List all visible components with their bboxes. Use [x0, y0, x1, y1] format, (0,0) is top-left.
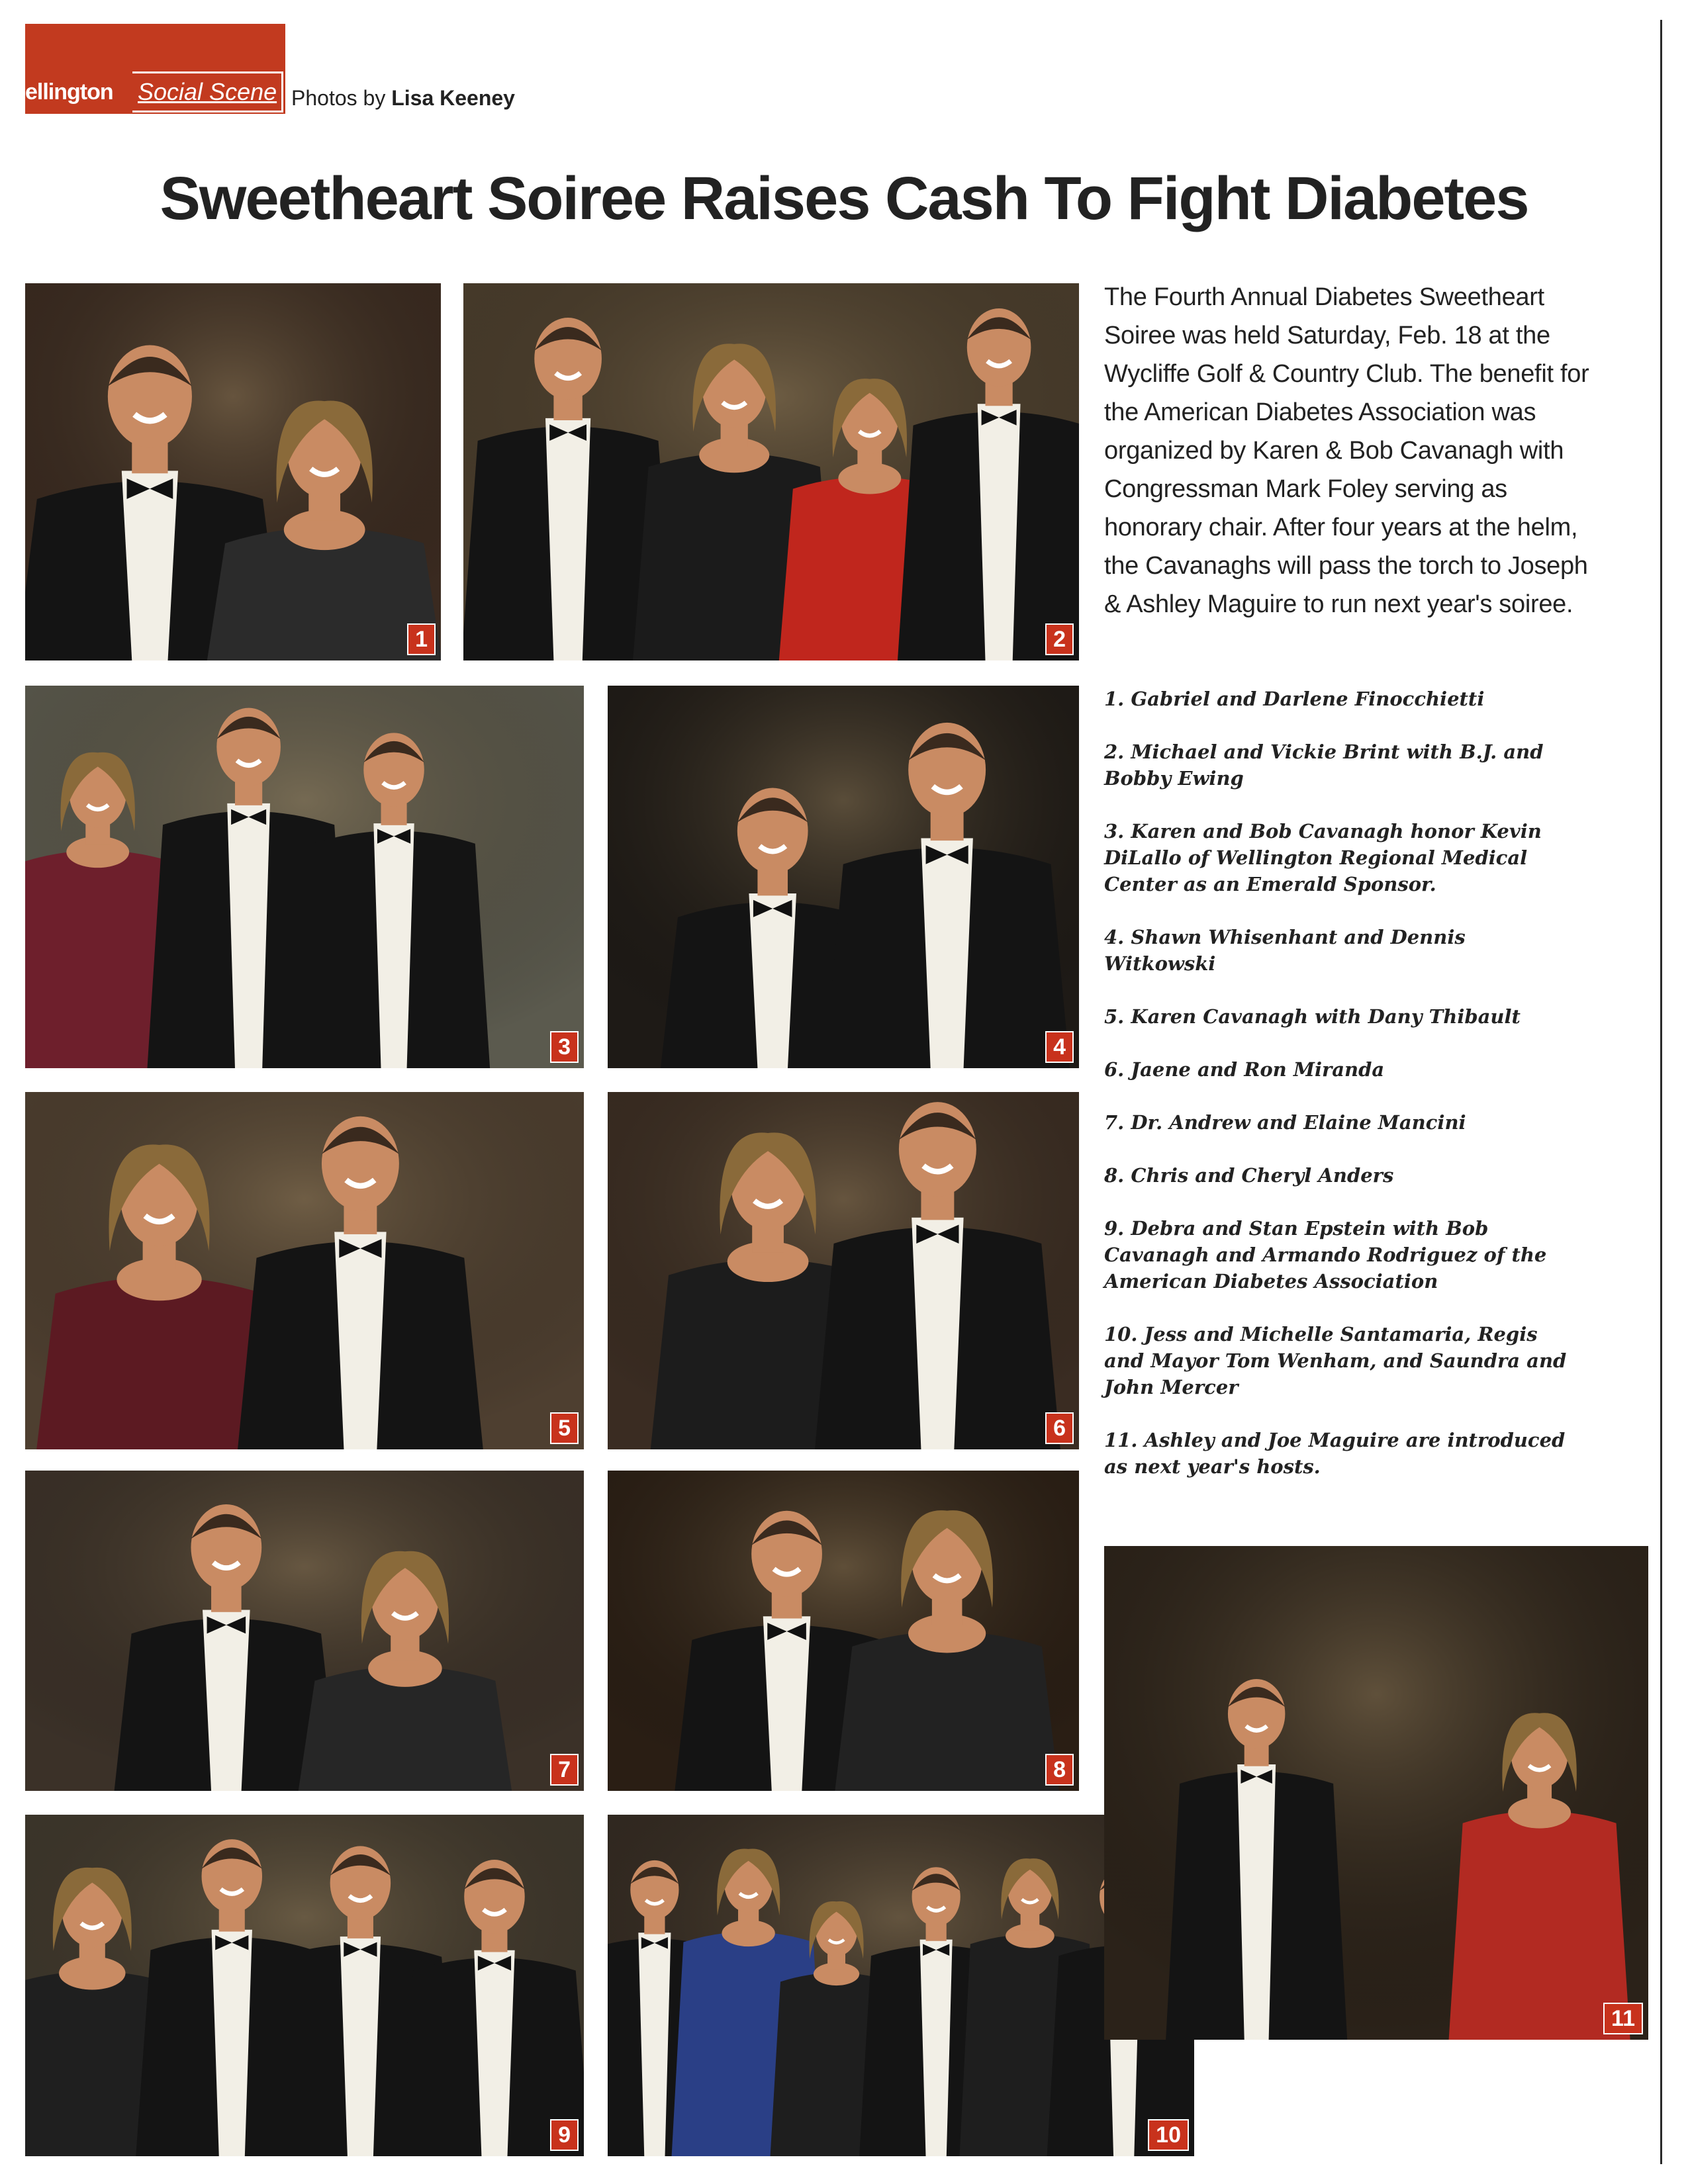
photo-number-7: 7 — [550, 1754, 579, 1786]
photo-7 — [25, 1471, 584, 1791]
photo-number-2: 2 — [1045, 623, 1074, 655]
photo-2 — [463, 283, 1079, 660]
section-label: Social Scene — [138, 78, 277, 105]
photo-11 — [1104, 1546, 1648, 2040]
photo-5 — [25, 1092, 584, 1449]
photo-3 — [25, 686, 584, 1068]
caption-2: 2. Michael and Vickie Brint with B.J. and Bobby Ewing — [1104, 741, 1544, 790]
caption-10: 10. Jess and Michelle Santamaria, Regis and Mayor Tom Wenham, and Saundra and John Mercer — [1104, 1323, 1567, 1398]
article-headline: Sweetheart Soiree Raises Cash To Fight Diabetes — [160, 165, 1528, 232]
credit-prefix: Photos by — [291, 86, 386, 110]
photo-number-4: 4 — [1045, 1031, 1074, 1063]
photo-1 — [25, 283, 441, 660]
photo-illustration — [608, 1471, 1079, 1791]
photo-illustration — [25, 1815, 584, 2156]
photo-number-5: 5 — [550, 1412, 579, 1444]
caption-9: 9. Debra and Stan Epstein with Bob Cavanagh and Armando Rodriguez of the American Diabetes Association — [1104, 1217, 1547, 1293]
photo-number-11: 11 — [1603, 2003, 1643, 2034]
photo-illustration — [463, 283, 1079, 660]
caption-4: 4. Shawn Whisenhant and Dennis Witkowski — [1104, 926, 1466, 975]
photo-illustration — [1104, 1546, 1648, 2040]
caption-11: 11. Ashley and Joe Maguire are introduced as next year's hosts. — [1104, 1429, 1566, 1478]
caption-8: 8. Chris and Cheryl Anders — [1104, 1164, 1394, 1187]
caption-3: 3. Karen and Bob Cavanagh honor Kevin DiLallo of Wellington Regional Medical Center as an Emerald Sponsor. — [1104, 820, 1542, 895]
photo-number-10: 10 — [1148, 2119, 1189, 2151]
photo-credit — [291, 86, 515, 111]
article-intro: The Fourth Annual Diabetes Sweetheart Soiree was held Saturday, Feb. 18 at the Wycliffe Golf & Country Club. The benefit for the American Diabetes Association was organized by Karen & Bob Cavanagh with Congressman Mark Foley serving as honorary chair. After four years at the helm, the Cavanaghs will pass the torch to Joseph & Ashley Maguire to run next year's soiree. — [1104, 283, 1589, 618]
photo-illustration — [25, 1092, 584, 1449]
photo-number-1: 1 — [407, 623, 436, 655]
caption-7: 7. Dr. Andrew and Elaine Mancini — [1104, 1111, 1466, 1134]
photo-illustration — [25, 283, 441, 660]
photo-illustration — [608, 686, 1079, 1068]
publication-name: ellington — [25, 79, 113, 105]
photographer-name: Lisa Keeney — [391, 86, 515, 110]
photo-number-6: 6 — [1045, 1412, 1074, 1444]
photo-illustration — [608, 1092, 1079, 1449]
page-edge-line — [1660, 20, 1662, 2164]
photo-illustration — [25, 686, 584, 1068]
caption-6: 6. Jaene and Ron Miranda — [1104, 1058, 1385, 1081]
photo-captions — [1104, 686, 1581, 1506]
caption-1: 1. Gabriel and Darlene Finocchietti — [1104, 688, 1485, 710]
photo-9 — [25, 1815, 584, 2156]
photo-illustration — [25, 1471, 584, 1791]
photo-number-9: 9 — [550, 2119, 579, 2151]
photo-6 — [608, 1092, 1079, 1449]
photo-4 — [608, 686, 1079, 1068]
photo-8 — [608, 1471, 1079, 1791]
photo-number-8: 8 — [1045, 1754, 1074, 1786]
caption-5: 5. Karen Cavanagh with Dany Thibault — [1104, 1005, 1521, 1028]
dress-figure — [835, 1631, 1059, 1791]
photo-number-3: 3 — [550, 1031, 579, 1063]
